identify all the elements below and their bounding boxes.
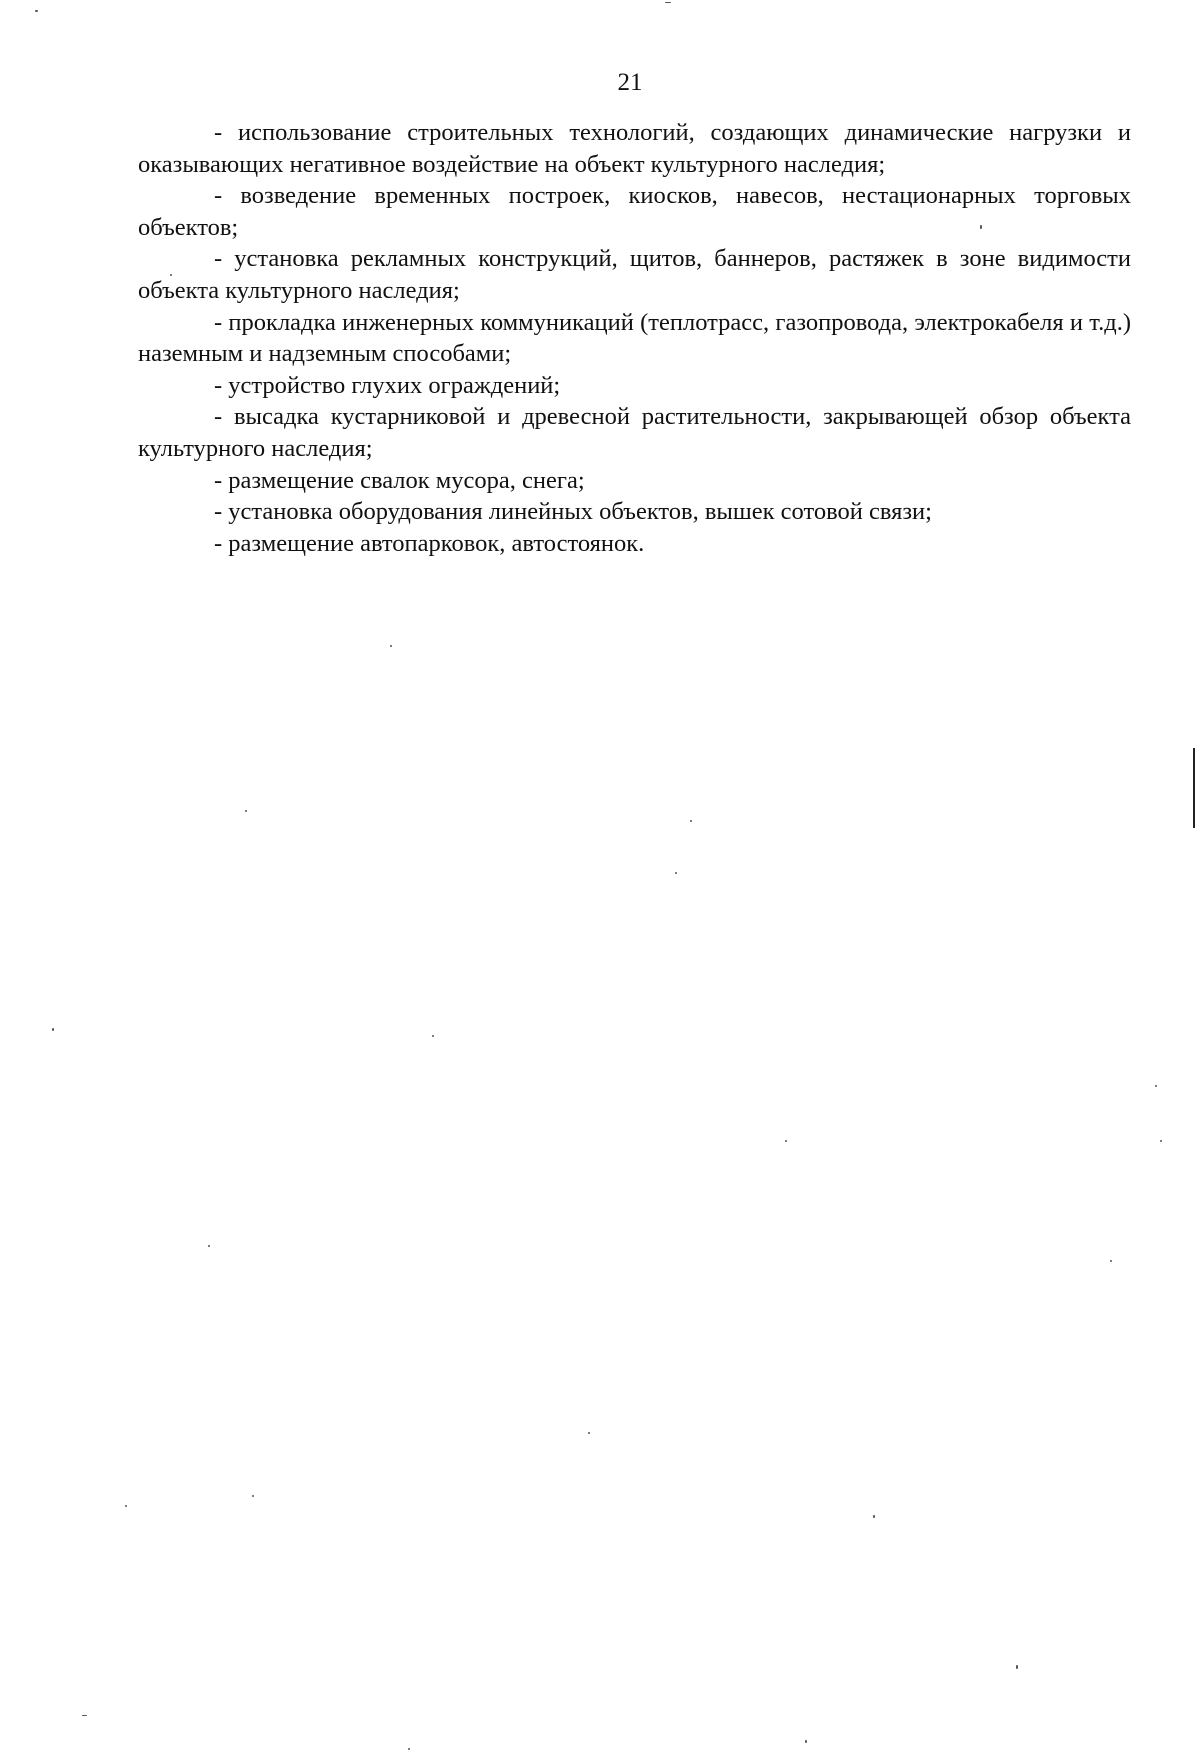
list-item: - устройство глухих ограждений;	[214, 371, 561, 399]
scan-speck	[408, 1748, 410, 1750]
scan-speck	[1110, 1260, 1112, 1262]
scan-speck	[690, 820, 692, 822]
scan-speck	[980, 225, 982, 229]
list-item: - установка оборудования линейных объектов, вышек сотовой связи;	[214, 498, 932, 526]
scan-speck	[805, 1740, 807, 1743]
list-item: - прокладка инженерных коммуникаций (теплотрасс, газопровода, электрокабеля и т.д.) наземным и надземным способами;	[138, 308, 1131, 368]
scan-edge-mark	[1193, 748, 1195, 828]
scan-speck	[35, 10, 38, 12]
scan-speck	[1155, 1085, 1157, 1087]
list-item: - размещение свалок мусора, снега;	[214, 466, 585, 494]
scan-speck	[665, 2, 671, 3]
list-item: - установка рекламных конструкций, щитов, баннеров, растяжек в зоне видимости объекта культурного наследия;	[138, 245, 1131, 304]
page-number: 21	[617, 69, 643, 96]
list-item: - размещение автопарковок, автостоянок.	[214, 529, 645, 557]
restrictions-list	[138, 117, 1131, 559]
scan-speck	[52, 1028, 54, 1031]
list-item: - использование строительных технологий, создающих динамические нагрузки и оказывающих негативное воздействие на объект культурного наследия;	[138, 119, 1131, 178]
list-item: - возведение временных построек, киосков, навесов, нестационарных торговых объектов;	[138, 182, 1131, 241]
scan-speck	[873, 1515, 875, 1518]
scan-speck	[588, 1432, 590, 1434]
list-item: - высадка кустарниковой и древесной растительности, закрывающей обзор объекта культурного наследия;	[138, 403, 1131, 462]
scan-speck	[432, 1035, 434, 1037]
scan-speck	[82, 1715, 87, 1716]
scan-speck	[675, 872, 677, 874]
scan-speck	[390, 645, 392, 647]
scan-speck	[1160, 1140, 1162, 1142]
scan-speck	[245, 810, 247, 812]
scan-speck	[170, 274, 172, 276]
scan-speck	[1016, 1665, 1018, 1669]
scan-speck	[785, 1140, 787, 1142]
scan-speck	[208, 1245, 210, 1247]
scan-speck	[125, 1505, 127, 1507]
scan-speck	[252, 1495, 254, 1497]
